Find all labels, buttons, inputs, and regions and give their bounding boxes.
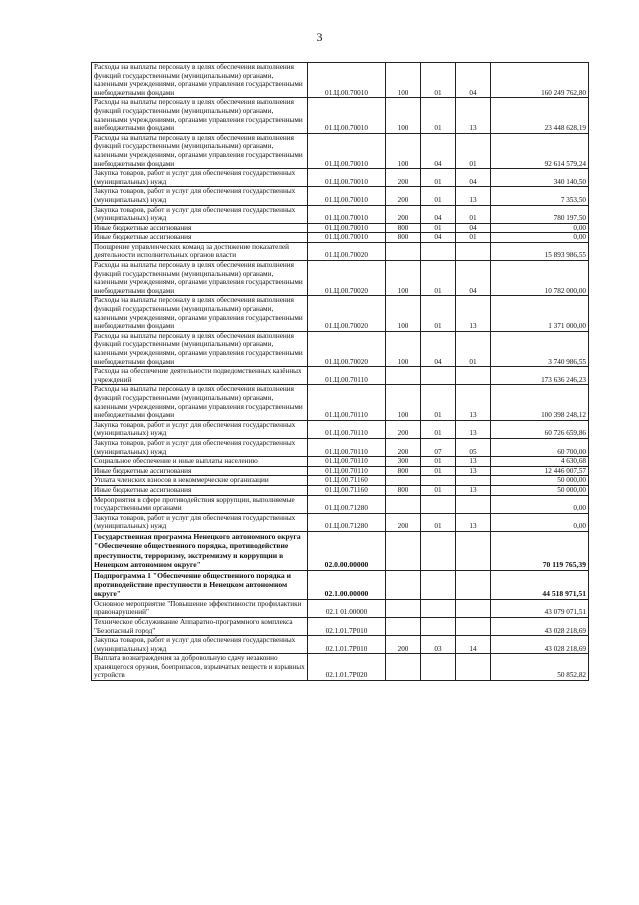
table-row xyxy=(92,617,589,635)
row-subsection xyxy=(456,531,491,570)
row-expense-type: 800 xyxy=(386,223,421,233)
table-row xyxy=(92,636,589,654)
row-expense-type xyxy=(386,599,421,617)
row-section xyxy=(421,654,456,681)
row-subsection: 04 xyxy=(456,63,491,98)
row-subsection: 13 xyxy=(456,457,491,467)
row-expense-type xyxy=(386,367,421,385)
row-section: 04 xyxy=(421,133,456,168)
table-row xyxy=(92,63,589,98)
row-amount: 43 028 218,69 xyxy=(491,617,589,635)
row-target-code: 01.Ц.00.70110 xyxy=(308,385,386,420)
row-section: 01 xyxy=(421,420,456,438)
row-amount: 50 000,00 xyxy=(491,485,589,495)
row-target-code: 01.Ц.00.70020 xyxy=(308,296,386,331)
row-expense-type: 100 xyxy=(386,261,421,296)
row-target-code: 01.Ц.00.71280 xyxy=(308,495,386,513)
row-name: Закупка товаров, работ и услуг для обеспечения государственных (муниципальных) нужд xyxy=(92,513,308,531)
table-row xyxy=(92,169,589,187)
row-expense-type: 100 xyxy=(386,63,421,98)
table-row xyxy=(92,420,589,438)
row-section: 01 xyxy=(421,385,456,420)
row-amount: 780 197,50 xyxy=(491,205,589,223)
row-amount: 12 446 007,57 xyxy=(491,466,589,476)
row-subsection: 13 xyxy=(456,385,491,420)
page-number: 3 xyxy=(316,30,323,44)
table-row xyxy=(92,223,589,233)
budget-table xyxy=(91,62,589,681)
row-section xyxy=(421,242,456,260)
table-row xyxy=(92,599,589,617)
row-amount: 173 636 246,23 xyxy=(491,367,589,385)
row-target-code: 01.Ц.00.70010 xyxy=(308,98,386,133)
row-amount: 340 140,50 xyxy=(491,169,589,187)
row-section xyxy=(421,495,456,513)
row-expense-type xyxy=(386,242,421,260)
row-subsection: 01 xyxy=(456,205,491,223)
row-name: Закупка товаров, работ и услуг для обеспечения государственных (муниципальных) нужд xyxy=(92,420,308,438)
row-section xyxy=(421,367,456,385)
row-name: Иные бюджетные ассигнования xyxy=(92,485,308,495)
budget-table-body xyxy=(92,63,589,681)
row-subsection: 13 xyxy=(456,513,491,531)
row-target-code: 02.1 01.00000 xyxy=(308,599,386,617)
row-name: Закупка товаров, работ и услуг для обеспечения государственных (муниципальных) нужд xyxy=(92,438,308,456)
row-amount: 7 353,50 xyxy=(491,187,589,205)
table-row xyxy=(92,385,589,420)
table-row xyxy=(92,261,589,296)
row-name: Государственная программа Ненецкого автономного округа "Обеспечение общественного порядка, противодействие преступности, терроризму, экстремизму и коррупции в Ненецком автономном округе" xyxy=(92,531,308,570)
table-row xyxy=(92,296,589,331)
row-expense-type xyxy=(386,617,421,635)
row-name: Закупка товаров, работ и услуг для обеспечения государственных (муниципальных) нужд xyxy=(92,187,308,205)
row-section: 04 xyxy=(421,233,456,243)
table-row xyxy=(92,485,589,495)
row-subsection: 04 xyxy=(456,169,491,187)
row-amount: 0,00 xyxy=(491,233,589,243)
row-target-code: 01.Ц.00.70010 xyxy=(308,233,386,243)
row-subsection: 04 xyxy=(456,223,491,233)
row-expense-type: 100 xyxy=(386,296,421,331)
row-subsection: 05 xyxy=(456,438,491,456)
row-section: 01 xyxy=(421,513,456,531)
row-section: 01 xyxy=(421,223,456,233)
row-amount: 3 740 986,55 xyxy=(491,331,589,366)
row-subsection: 13 xyxy=(456,98,491,133)
row-subsection xyxy=(456,599,491,617)
row-section xyxy=(421,617,456,635)
row-name: Социальное обеспечение и иные выплаты населению xyxy=(92,457,308,467)
row-target-code: 01.Ц.00.70020 xyxy=(308,331,386,366)
row-name: Расходы на выплаты персоналу в целях обеспечения выполнения функций государственными (муниципальными) органами, казенными учреждениями, органами управления государственными внебюджетными фондами xyxy=(92,331,308,366)
row-target-code: 01.Ц.00.70110 xyxy=(308,367,386,385)
row-target-code: 01.Ц.00.70110 xyxy=(308,466,386,476)
row-amount: 100 398 248,12 xyxy=(491,385,589,420)
row-section xyxy=(421,570,456,599)
row-amount: 50 000,00 xyxy=(491,476,589,486)
row-name: Мероприятия в сфере противодействия коррупции, выполняемые государственными органами xyxy=(92,495,308,513)
row-expense-type: 300 xyxy=(386,457,421,467)
row-amount: 43 079 071,51 xyxy=(491,599,589,617)
row-name: Основное мероприятие "Повышение эффективности профилактики правонарушений" xyxy=(92,599,308,617)
table-row xyxy=(92,205,589,223)
row-section: 01 xyxy=(421,187,456,205)
row-expense-type xyxy=(386,654,421,681)
row-amount: 160 249 762,80 xyxy=(491,63,589,98)
row-target-code: 01.Ц.00.70010 xyxy=(308,133,386,168)
row-name: Иные бюджетные ассигнования xyxy=(92,233,308,243)
row-section: 01 xyxy=(421,296,456,331)
row-amount: 92 614 579,24 xyxy=(491,133,589,168)
row-subsection: 01 xyxy=(456,233,491,243)
row-name: Подпрограмма 1 "Обеспечение общественного порядка и противодействие преступности в Ненецком автономном округе" xyxy=(92,570,308,599)
row-expense-type: 100 xyxy=(386,385,421,420)
row-subsection: 13 xyxy=(456,296,491,331)
row-target-code: 02.1.01.7Р010 xyxy=(308,636,386,654)
row-section: 07 xyxy=(421,438,456,456)
row-amount: 0,00 xyxy=(491,223,589,233)
table-row xyxy=(92,438,589,456)
row-target-code: 01.Ц.00.70020 xyxy=(308,261,386,296)
row-target-code: 02.1.00.00000 xyxy=(308,570,386,599)
row-expense-type: 100 xyxy=(386,133,421,168)
row-section: 01 xyxy=(421,98,456,133)
row-target-code: 01.Ц.00.71160 xyxy=(308,476,386,486)
row-section: 03 xyxy=(421,636,456,654)
row-expense-type: 200 xyxy=(386,187,421,205)
table-row xyxy=(92,98,589,133)
row-amount: 60 700,00 xyxy=(491,438,589,456)
row-subsection: 01 xyxy=(456,331,491,366)
row-amount: 0,00 xyxy=(491,513,589,531)
table-row xyxy=(92,242,589,260)
row-amount: 23 448 628,19 xyxy=(491,98,589,133)
row-expense-type: 100 xyxy=(386,98,421,133)
row-subsection xyxy=(456,495,491,513)
row-name: Закупка товаров, работ и услуг для обеспечения государственных (муниципальных) нужд xyxy=(92,205,308,223)
table-row xyxy=(92,654,589,681)
row-subsection xyxy=(456,617,491,635)
row-target-code: 01.Ц.00.70110 xyxy=(308,457,386,467)
row-expense-type: 200 xyxy=(386,169,421,187)
row-subsection xyxy=(456,367,491,385)
row-name: Выплата вознаграждения за добровольную сдачу незаконно хранящегося оружия, боеприпасов, взрывчатых веществ и взрывных устройств xyxy=(92,654,308,681)
row-target-code: 01.Ц.00.70010 xyxy=(308,223,386,233)
row-amount: 1 371 000,00 xyxy=(491,296,589,331)
table-row xyxy=(92,531,589,570)
row-amount: 44 518 971,51 xyxy=(491,570,589,599)
row-expense-type xyxy=(386,476,421,486)
row-subsection xyxy=(456,570,491,599)
row-target-code: 01.Ц.00.71280 xyxy=(308,513,386,531)
row-name: Расходы на выплаты персоналу в целях обеспечения выполнения функций государственными (муниципальными) органами, казенными учреждениями, органами управления государственными внебюджетными фондами xyxy=(92,98,308,133)
row-target-code: 02.0.00.00000 xyxy=(308,531,386,570)
row-target-code: 02.1.01.7Р020 xyxy=(308,654,386,681)
row-section: 01 xyxy=(421,261,456,296)
row-target-code: 01.Ц.00.70010 xyxy=(308,63,386,98)
row-target-code: 01.Ц.00.70110 xyxy=(308,420,386,438)
row-section xyxy=(421,599,456,617)
row-amount: 43 028 218,69 xyxy=(491,636,589,654)
table-row xyxy=(92,570,589,599)
row-target-code: 01.Ц.00.71160 xyxy=(308,485,386,495)
row-name: Расходы на выплаты персоналу в целях обеспечения выполнения функций государственными (муниципальными) органами, казенными учреждениями, органами управления государственными внебюджетными фондами xyxy=(92,133,308,168)
row-subsection: 13 xyxy=(456,466,491,476)
row-section: 01 xyxy=(421,466,456,476)
row-section: 04 xyxy=(421,205,456,223)
table-row xyxy=(92,233,589,243)
row-expense-type xyxy=(386,531,421,570)
row-name: Расходы на выплаты персоналу в целях обеспечения выполнения функций государственными (муниципальными) органами, казенными учреждениями, органами управления государственными внебюджетными фондами xyxy=(92,63,308,98)
row-target-code: 01.Ц.00.70010 xyxy=(308,169,386,187)
table-row xyxy=(92,476,589,486)
row-name: Уплата членских взносов в некоммерческие организации xyxy=(92,476,308,486)
row-expense-type: 800 xyxy=(386,233,421,243)
row-subsection xyxy=(456,476,491,486)
row-name: Поощрение управленческих команд за достижение показателей деятельности исполнительных органов власти xyxy=(92,242,308,260)
row-expense-type xyxy=(386,570,421,599)
row-expense-type: 200 xyxy=(386,513,421,531)
row-amount: 4 630,68 xyxy=(491,457,589,467)
row-section: 01 xyxy=(421,485,456,495)
row-subsection: 13 xyxy=(456,420,491,438)
row-expense-type: 200 xyxy=(386,420,421,438)
row-expense-type: 200 xyxy=(386,205,421,223)
row-section: 04 xyxy=(421,331,456,366)
row-subsection: 01 xyxy=(456,133,491,168)
row-amount: 10 782 000,00 xyxy=(491,261,589,296)
row-expense-type: 100 xyxy=(386,331,421,366)
row-subsection xyxy=(456,654,491,681)
row-name: Расходы на выплаты персоналу в целях обеспечения выполнения функций государственными (муниципальными) органами, казенными учреждениями, органами управления государственными внебюджетными фондами xyxy=(92,261,308,296)
table-row xyxy=(92,133,589,168)
row-name: Расходы на выплаты персоналу в целях обеспечения выполнения функций государственными (муниципальными) органами, казенными учреждениями, органами управления государственными внебюджетными фондами xyxy=(92,385,308,420)
row-name: Закупка товаров, работ и услуг для обеспечения государственных (муниципальных) нужд xyxy=(92,169,308,187)
row-section: 01 xyxy=(421,169,456,187)
row-expense-type: 800 xyxy=(386,466,421,476)
row-subsection: 13 xyxy=(456,187,491,205)
row-target-code: 01.Ц.00.70020 xyxy=(308,242,386,260)
table-row xyxy=(92,513,589,531)
row-name: Иные бюджетные ассигнования xyxy=(92,223,308,233)
row-subsection: 14 xyxy=(456,636,491,654)
row-amount: 60 726 659,86 xyxy=(491,420,589,438)
row-section: 01 xyxy=(421,457,456,467)
row-section xyxy=(421,531,456,570)
row-amount: 70 119 765,39 xyxy=(491,531,589,570)
row-name: Иные бюджетные ассигнования xyxy=(92,466,308,476)
table-row xyxy=(92,457,589,467)
row-subsection: 13 xyxy=(456,485,491,495)
row-expense-type: 800 xyxy=(386,485,421,495)
row-target-code: 01.Ц.00.70110 xyxy=(308,438,386,456)
row-subsection xyxy=(456,242,491,260)
row-amount: 0,00 xyxy=(491,495,589,513)
row-section: 01 xyxy=(421,63,456,98)
row-target-code: 01.Ц.00.70010 xyxy=(308,205,386,223)
table-row xyxy=(92,331,589,366)
row-name: Расходы на обеспечение деятельности подведомственных казённых учреждений xyxy=(92,367,308,385)
row-section xyxy=(421,476,456,486)
table-row xyxy=(92,495,589,513)
row-target-code: 02.1.01.7Р010 xyxy=(308,617,386,635)
table-row xyxy=(92,187,589,205)
row-target-code: 01.Ц.00.70010 xyxy=(308,187,386,205)
row-expense-type: 200 xyxy=(386,636,421,654)
row-name: Техническое обслуживание Аппаратно-программного комплекса "Безопасный город" xyxy=(92,617,308,635)
table-row xyxy=(92,466,589,476)
row-name: Расходы на выплаты персоналу в целях обеспечения выполнения функций государственными (муниципальными) органами, казенными учреждениями, органами управления государственными внебюджетными фондами xyxy=(92,296,308,331)
row-amount: 50 852,82 xyxy=(491,654,589,681)
table-row xyxy=(92,367,589,385)
row-expense-type xyxy=(386,495,421,513)
row-name: Закупка товаров, работ и услуг для обеспечения государственных (муниципальных) нужд xyxy=(92,636,308,654)
row-subsection: 04 xyxy=(456,261,491,296)
row-expense-type: 200 xyxy=(386,438,421,456)
row-amount: 15 893 986,55 xyxy=(491,242,589,260)
